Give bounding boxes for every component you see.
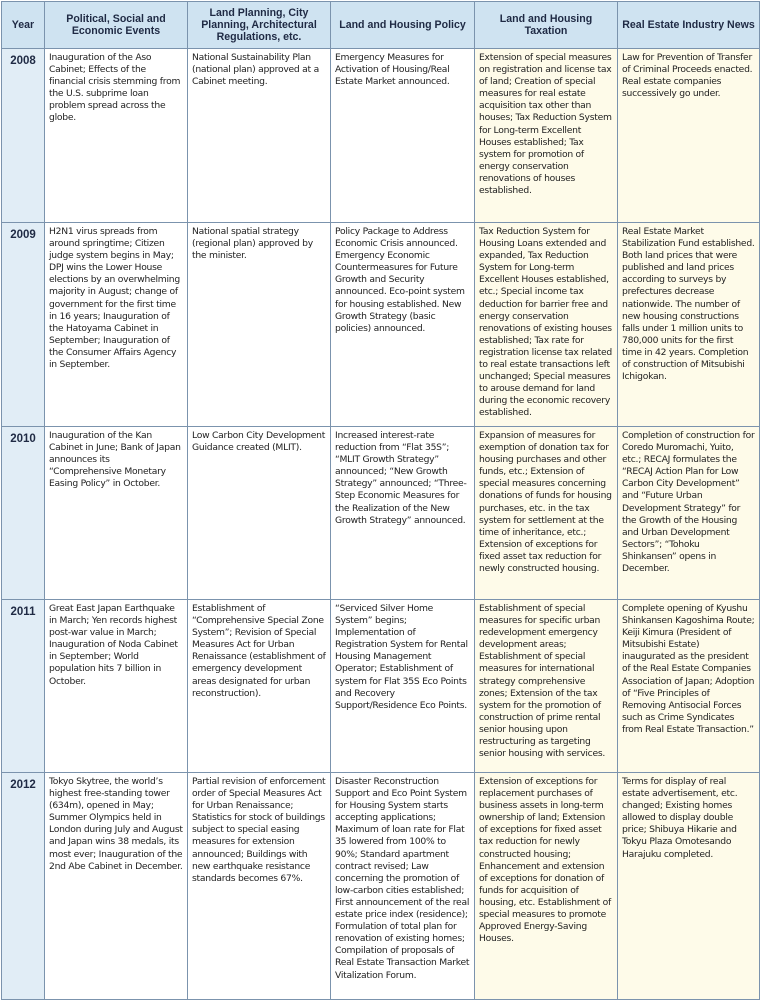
header-industry-news: Real Estate Industry News — [618, 2, 760, 49]
housing-policy-cell: “Serviced Silver Home System” begins; Implementation of Registration System for Rental Housing Management Operator; Establishment of system for Flat 35S Eco Points and Recovery Support/Residence Eco Points. — [331, 600, 475, 773]
industry-news-cell: Real Estate Market Stabilization Fund established. Both land prices that were published and land prices according to surveys by prefectures decrease nationwide. The number of new housing constructions falls under 1 million units to 780,000 units for the first time in 42 years. Completion of construction of Mitsubishi Ichigokan. — [618, 223, 760, 427]
header-land-planning: Land Planning, City Planning, Architectural Regulations, etc. — [188, 2, 331, 49]
land-planning-cell: National spatial strategy (regional plan) approved by the minister. — [188, 223, 331, 427]
housing-policy-cell: Policy Package to Address Economic Crisis announced. Emergency Economic Countermeasures for Future Growth and Security announced. Eco-point system for housing established. New Growth Strategy (basic policies) announced. — [331, 223, 475, 427]
table-row — [2, 773, 760, 1000]
industry-news-cell: Law for Prevention of Transfer of Criminal Proceeds enacted. Real estate companies successively go under. — [618, 49, 760, 223]
housing-policy-cell: Increased interest-rate reduction from “Flat 35S”; “MLIT Growth Strategy” announced; “New Growth Strategy” announced; “Three-Step Economic Measures for the Realization of the New Growth Strategy” announced. — [331, 427, 475, 600]
year-cell: 2009 — [2, 223, 45, 427]
table-row — [2, 223, 760, 427]
industry-news-cell: Completion of construction for Coredo Muromachi, Yuito, etc.; RECAJ formulates the “RECAJ Action Plan for Low Carbon City Development” and “Future Urban Development Strategy” for the Growth of the Housing and Urban Development Sectors”; “Tohoku Shinkansen” opens in December. — [618, 427, 760, 600]
events-cell: Tokyo Skytree, the world’s highest free-standing tower (634m), opened in May; Summer Olympics held in London during July and August and Japan wins 38 medals, its most ever; Inauguration of the 2nd Abe Cabinet in December. — [45, 773, 188, 1000]
events-cell: H2N1 virus spreads from around springtime; Citizen judge system begins in May; DPJ wins the Lower House elections by an overwhelming majority in August; change of government for the first time in 16 years; Inauguration of the Hatoyama Cabinet in September; Inauguration of the Consumer Affairs Agency in September. — [45, 223, 188, 427]
land-planning-cell: National Sustainability Plan (national plan) approved at a Cabinet meeting. — [188, 49, 331, 223]
events-cell: Great East Japan Earthquake in March; Yen records highest post-war value in March; Inauguration of Noda Cabinet in September; World population hits 7 billion in October. — [45, 600, 188, 773]
events-cell: Inauguration of the Aso Cabinet; Effects of the financial crisis stemming from the U.S. subprime loan problem spread across the globe. — [45, 49, 188, 223]
year-cell: 2008 — [2, 49, 45, 223]
taxation-cell: Expansion of measures for exemption of donation tax for housing purchases and other funds, etc.; Extension of special measures concerning donations of funds for housing purchases, etc. in the tax system for settlement at the time of inheritance, etc.; Extension of exceptions for fixed asset tax reduction for newly constructed housing. — [475, 427, 618, 600]
land-planning-cell: Partial revision of enforcement order of Special Measures Act for Urban Renaissance; Statistics for stock of buildings subject to special easing measures for extension announced; Buildings with new earthquake resistance standards becomes 67%. — [188, 773, 331, 1000]
taxation-cell: Establishment of special measures for specific urban redevelopment emergency development areas; Establishment of special measures for international strategy comprehensive zones; Extension of the tax system for the promotion of construction of prime rental senior housing upon restructuring as targeting senior housing with services. — [475, 600, 618, 773]
table-row — [2, 600, 760, 773]
industry-news-cell: Complete opening of Kyushu Shinkansen Kagoshima Route; Keiji Kimura (President of Mitsubishi Estate) inaugurated as the president of the Real Estate Companies Association of Japan; Adoption of “Five Principles of Removing Antisocial Forces such as Crime Syndicates from Real Estate Transaction.” — [618, 600, 760, 773]
land-planning-cell: Low Carbon City Development Guidance created (MLIT). — [188, 427, 331, 600]
industry-news-cell: Terms for display of real estate advertisement, etc. changed; Existing homes allowed to display double price; Shibuya Hikarie and Tokyu Plaza Omotesando Harajuku completed. — [618, 773, 760, 1000]
header-events: Political, Social and Economic Events — [45, 2, 188, 49]
header-taxation: Land and Housing Taxation — [475, 2, 618, 49]
housing-policy-cell: Emergency Measures for Activation of Housing/Real Estate Market announced. — [331, 49, 475, 223]
header-housing-policy: Land and Housing Policy — [331, 2, 475, 49]
history-table — [1, 1, 760, 1000]
housing-policy-cell: Disaster Reconstruction Support and Eco Point System for Housing System starts accepting applications; Maximum of loan rate for Flat 35 lowered from 100% to 90%; Standard apartment contract revised; Law concerning the promotion of low-carbon cities established; First announcement of the real estate price index (residence); Formulation of total plan for renovation of existing homes; Compilation of proposals of Real Estate Transaction Market Vitalization Forum. — [331, 773, 475, 1000]
header-year: Year — [2, 2, 45, 49]
year-cell: 2010 — [2, 427, 45, 600]
year-cell: 2012 — [2, 773, 45, 1000]
taxation-cell: Extension of exceptions for replacement purchases of business assets in long-term ownership of land; Extension of exceptions for fixed asset tax reduction for newly constructed housing; Enhancement and extension of exceptions for donation of funds for acquisition of housing, etc. Establishment of special measures to promote Approved Energy-Saving Houses. — [475, 773, 618, 1000]
taxation-cell: Extension of special measures on registration and license tax of land; Creation of special measures for real estate acquisition tax other than houses; Tax Reduction System for Long-term Excellent Houses established; Tax system for promotion of energy conservation renovations of houses established. — [475, 49, 618, 223]
table-row — [2, 49, 760, 223]
table-row — [2, 427, 760, 600]
taxation-cell: Tax Reduction System for Housing Loans extended and expanded, Tax Reduction System for Long-term Excellent Houses established, etc.; Special income tax deduction for barrier free and energy conservation renovations of existing houses established; Tax rate for registration license tax related to real estate transactions left unchanged; Special measures to arouse demand for land during the economic recovery established. — [475, 223, 618, 427]
events-cell: Inauguration of the Kan Cabinet in June; Bank of Japan announces its “Comprehensive Monetary Easing Policy” in October. — [45, 427, 188, 600]
header-row — [2, 2, 760, 49]
land-planning-cell: Establishment of “Comprehensive Special Zone System”; Revision of Special Measures Act for Urban Renaissance (establishment of emergency development areas designated for urban reconstruction). — [188, 600, 331, 773]
year-cell: 2011 — [2, 600, 45, 773]
